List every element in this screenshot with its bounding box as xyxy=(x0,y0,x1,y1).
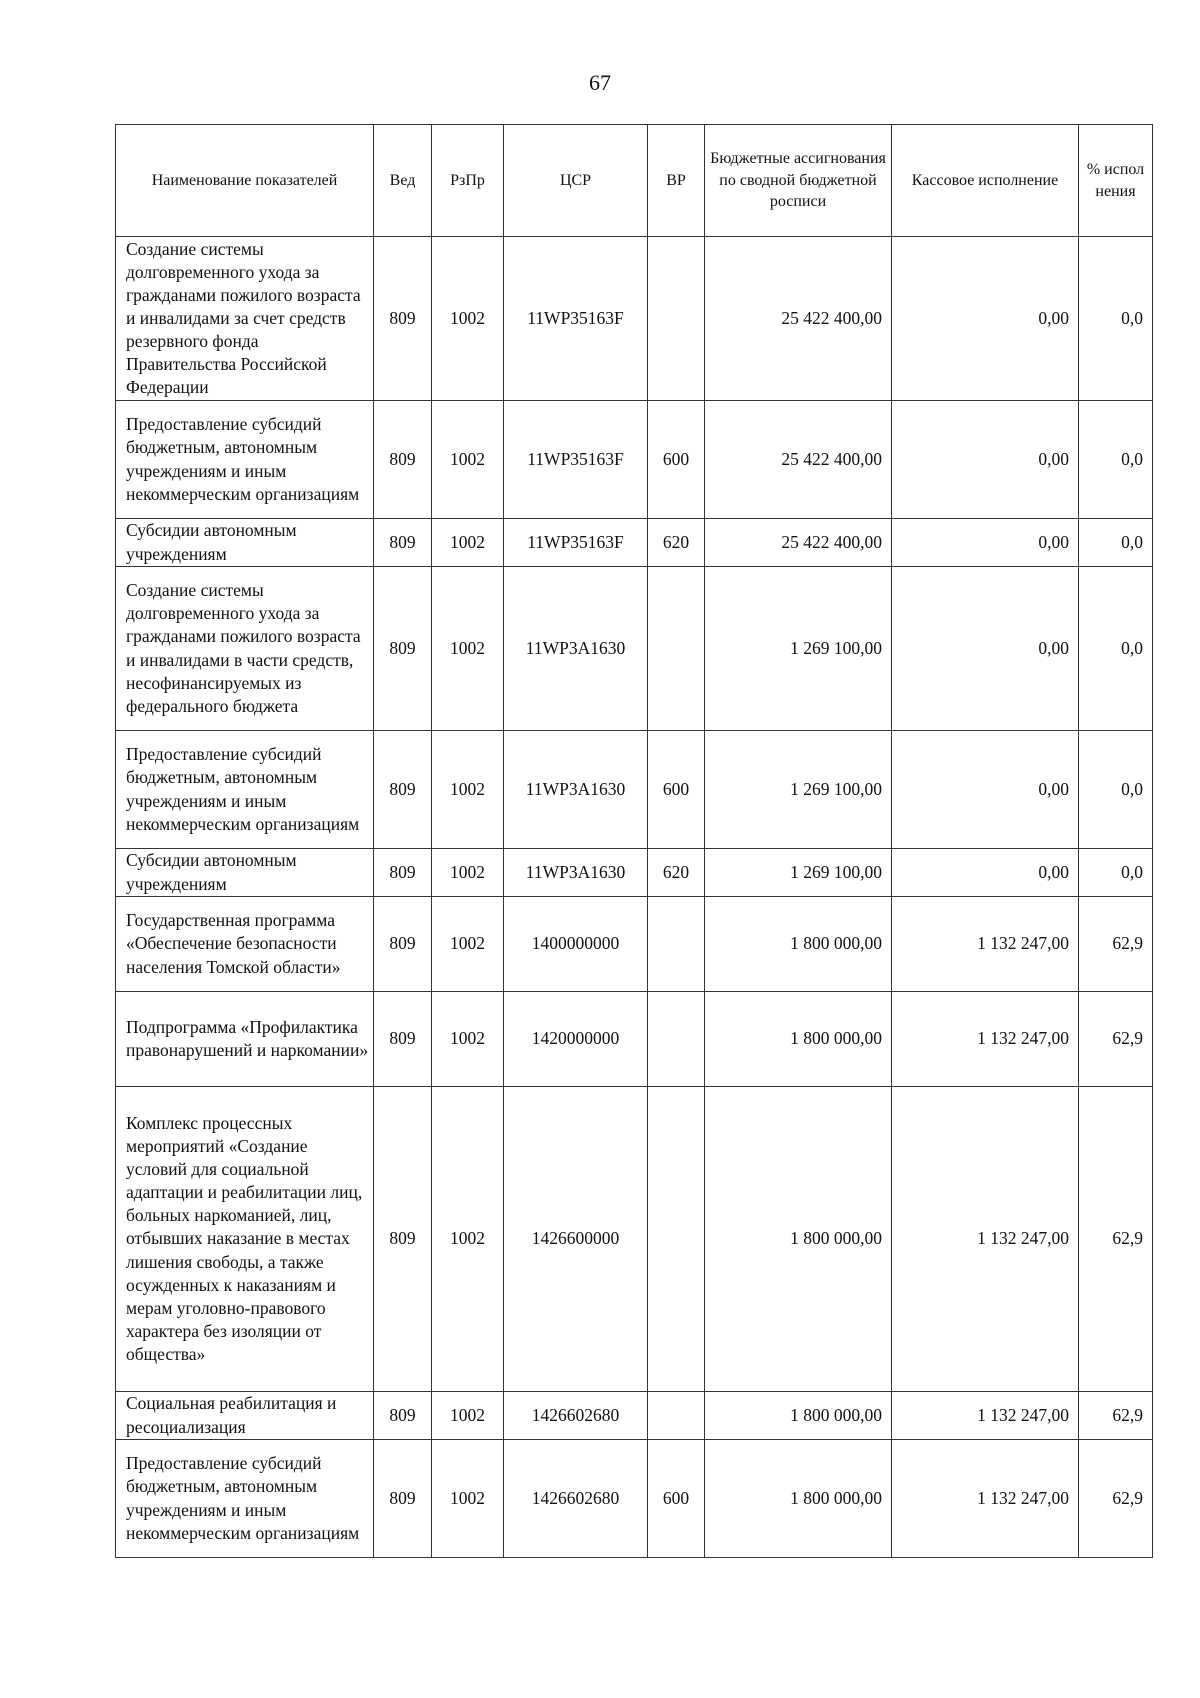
row-budget: 1 800 000,00 xyxy=(705,897,892,992)
row-percent: 0,0 xyxy=(1079,237,1153,401)
row-name: Предоставление субсидий бюджетным, автономным учреждениям и иным некоммерческим организациям xyxy=(116,731,374,849)
row-vr xyxy=(648,1392,705,1440)
row-ved: 809 xyxy=(374,567,432,731)
row-budget: 25 422 400,00 xyxy=(705,401,892,519)
row-rzpr: 1002 xyxy=(432,731,504,849)
row-ved: 809 xyxy=(374,897,432,992)
row-rzpr: 1002 xyxy=(432,1392,504,1440)
row-budget: 1 800 000,00 xyxy=(705,1440,892,1558)
row-csr: 1420000000 xyxy=(504,992,648,1087)
row-ved: 809 xyxy=(374,849,432,897)
row-percent: 62,9 xyxy=(1079,1087,1153,1392)
row-name: Создание системы долговременного ухода за гражданами пожилого возраста и инвалидами в части средств, несофинансируемых из федерального бюджета xyxy=(116,567,374,731)
table-row xyxy=(116,1392,1153,1440)
row-cash: 0,00 xyxy=(892,849,1079,897)
row-ved: 809 xyxy=(374,1392,432,1440)
row-csr: 11WP35163F xyxy=(504,519,648,567)
row-budget: 1 269 100,00 xyxy=(705,731,892,849)
header-name: Наименование показателей xyxy=(116,125,374,237)
row-vr xyxy=(648,992,705,1087)
row-csr: 11WP3A1630 xyxy=(504,567,648,731)
row-csr: 11WP35163F xyxy=(504,401,648,519)
table-row xyxy=(116,1440,1153,1558)
row-budget: 1 269 100,00 xyxy=(705,849,892,897)
row-name: Комплекс процессных мероприятий «Создание условий для социальной адаптации и реабилитации лиц, больных наркоманией, лиц, отбывших наказание в местах лишения свободы, а также осужденных к наказаниям и мерам уголовно-правового характера без изоляции от общества» xyxy=(116,1087,374,1392)
row-rzpr: 1002 xyxy=(432,1087,504,1392)
table-row xyxy=(116,992,1153,1087)
row-cash: 1 132 247,00 xyxy=(892,992,1079,1087)
row-vr xyxy=(648,897,705,992)
row-name: Создание системы долговременного ухода за гражданами пожилого возраста и инвалидами за счет средств резервного фонда Правительства Российской Федерации xyxy=(116,237,374,401)
row-ved: 809 xyxy=(374,519,432,567)
row-rzpr: 1002 xyxy=(432,897,504,992)
row-vr xyxy=(648,237,705,401)
header-csr: ЦСР xyxy=(504,125,648,237)
row-ved: 809 xyxy=(374,237,432,401)
row-cash: 0,00 xyxy=(892,237,1079,401)
row-rzpr: 1002 xyxy=(432,1440,504,1558)
row-csr: 11WP3A1630 xyxy=(504,731,648,849)
row-csr: 1426602680 xyxy=(504,1392,648,1440)
row-percent: 0,0 xyxy=(1079,401,1153,519)
row-rzpr: 1002 xyxy=(432,519,504,567)
row-percent: 62,9 xyxy=(1079,1392,1153,1440)
row-vr: 620 xyxy=(648,849,705,897)
row-budget: 1 269 100,00 xyxy=(705,567,892,731)
row-vr: 600 xyxy=(648,1440,705,1558)
row-cash: 1 132 247,00 xyxy=(892,1440,1079,1558)
row-name: Субсидии автономным учреждениям xyxy=(116,849,374,897)
row-name: Субсидии автономным учреждениям xyxy=(116,519,374,567)
row-cash: 0,00 xyxy=(892,731,1079,849)
header-vr: ВР xyxy=(648,125,705,237)
row-percent: 62,9 xyxy=(1079,897,1153,992)
table-row xyxy=(116,237,1153,401)
row-percent: 62,9 xyxy=(1079,992,1153,1087)
header-budget: Бюджетные ассигнования по сводной бюджетной росписи xyxy=(705,125,892,237)
row-name: Подпрограмма «Профилактика правонарушений и наркомании» xyxy=(116,992,374,1087)
row-ved: 809 xyxy=(374,1087,432,1392)
row-percent: 0,0 xyxy=(1079,567,1153,731)
row-vr xyxy=(648,567,705,731)
row-rzpr: 1002 xyxy=(432,401,504,519)
row-budget: 25 422 400,00 xyxy=(705,519,892,567)
row-percent: 0,0 xyxy=(1079,731,1153,849)
row-name: Социальная реабилитация и ресоциализация xyxy=(116,1392,374,1440)
row-name: Государственная программа «Обеспечение безопасности населения Томской области» xyxy=(116,897,374,992)
row-budget: 1 800 000,00 xyxy=(705,1392,892,1440)
row-csr: 1426602680 xyxy=(504,1440,648,1558)
row-name: Предоставление субсидий бюджетным, автономным учреждениям и иным некоммерческим организациям xyxy=(116,1440,374,1558)
row-rzpr: 1002 xyxy=(432,237,504,401)
table-row xyxy=(116,567,1153,731)
row-percent: 0,0 xyxy=(1079,519,1153,567)
row-ved: 809 xyxy=(374,731,432,849)
row-name: Предоставление субсидий бюджетным, автономным учреждениям и иным некоммерческим организациям xyxy=(116,401,374,519)
header-percent: % испол нения xyxy=(1079,125,1153,237)
row-budget: 1 800 000,00 xyxy=(705,992,892,1087)
table-row xyxy=(116,897,1153,992)
page-number: 67 xyxy=(589,70,611,95)
row-ved: 809 xyxy=(374,992,432,1087)
row-budget: 25 422 400,00 xyxy=(705,237,892,401)
row-cash: 0,00 xyxy=(892,519,1079,567)
row-vr: 600 xyxy=(648,401,705,519)
row-ved: 809 xyxy=(374,401,432,519)
table-row xyxy=(116,849,1153,897)
row-rzpr: 1002 xyxy=(432,849,504,897)
row-vr: 600 xyxy=(648,731,705,849)
row-cash: 0,00 xyxy=(892,401,1079,519)
row-budget: 1 800 000,00 xyxy=(705,1087,892,1392)
table-row xyxy=(116,401,1153,519)
row-cash: 1 132 247,00 xyxy=(892,897,1079,992)
row-vr: 620 xyxy=(648,519,705,567)
table-row xyxy=(116,731,1153,849)
row-vr xyxy=(648,1087,705,1392)
header-rzpr: РзПр xyxy=(432,125,504,237)
row-csr: 1426600000 xyxy=(504,1087,648,1392)
row-rzpr: 1002 xyxy=(432,992,504,1087)
row-rzpr: 1002 xyxy=(432,567,504,731)
row-cash: 1 132 247,00 xyxy=(892,1392,1079,1440)
row-csr: 11WP35163F xyxy=(504,237,648,401)
row-ved: 809 xyxy=(374,1440,432,1558)
row-csr: 1400000000 xyxy=(504,897,648,992)
row-cash: 0,00 xyxy=(892,567,1079,731)
header-cash: Кассовое исполнение xyxy=(892,125,1079,237)
header-ved: Вед xyxy=(374,125,432,237)
row-csr: 11WP3A1630 xyxy=(504,849,648,897)
table-header-row xyxy=(116,125,1153,237)
table-row xyxy=(116,519,1153,567)
budget-table xyxy=(115,124,1153,1558)
row-percent: 62,9 xyxy=(1079,1440,1153,1558)
row-percent: 0,0 xyxy=(1079,849,1153,897)
row-cash: 1 132 247,00 xyxy=(892,1087,1079,1392)
table-row xyxy=(116,1087,1153,1392)
